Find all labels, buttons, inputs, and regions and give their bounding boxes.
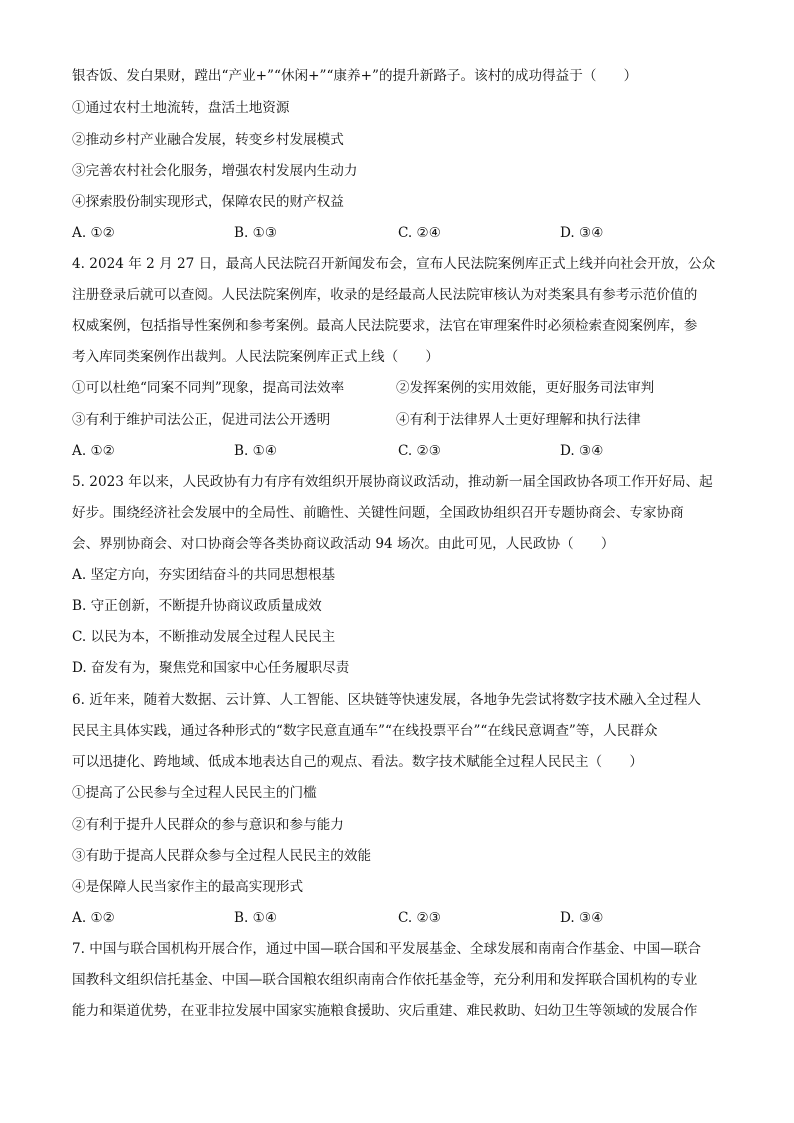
q6-item-2: ②有利于提升人民群众的参与意识和参与能力 (72, 817, 344, 833)
q4-option-d: D. ③④ (560, 443, 604, 459)
q5-choice-a: A. 坚定方向，夯实团结奋斗的共同思想根基 (72, 567, 336, 583)
q4-stem-line-1: 4. 2024 年 2 月 27 日，最高人民法院召开新闻发布会，宣布人民法院案例库正式上线并向社会开放，公众 (72, 256, 716, 272)
q4-options (72, 441, 732, 461)
q5-stem-line-2: 好步。围绕经济社会发展中的全局性、前瞻性、关键性问题，全国政协组织召开专题协商会、专家协商 (72, 505, 684, 521)
q5-choice-d: D. 奋发有为，聚焦党和国家中心任务履职尽责 (72, 660, 350, 676)
q3-item-1: ①通过农村土地流转，盘活土地资源 (72, 100, 290, 116)
q4-item-1: ①可以杜绝“同案不同判”现象，提高司法效率 (72, 380, 345, 396)
q4-stem-line-4: 考入库同类案例作出裁判。人民法院案例库正式上线（ ） (72, 349, 440, 365)
q4-item-3: ③有利于维护司法公正，促进司法公开透明 (72, 412, 331, 428)
q4-items-row-1 (72, 378, 732, 398)
q4-item-4: ④有利于法律界人士更好理解和执行法律 (396, 412, 641, 428)
q3-item-2: ②推动乡村产业融合发展，转变乡村发展模式 (72, 132, 344, 148)
q3-option-b: B. ①③ (234, 225, 278, 241)
q6-option-d: D. ③④ (560, 910, 604, 926)
q5-stem-line-3: 会、界别协商会、对口协商会等各类协商议政活动 94 场次。由此可见，人民政协（ ） (72, 536, 615, 552)
q4-stem-line-3: 权威案例，包括指导性案例和参考案例。最高人民法院要求，法官在审理案件时必须检索查阅案例库，参 (72, 318, 698, 334)
q6-item-1: ①提高了公民参与全过程人民民主的门槛 (72, 785, 317, 801)
q3-option-a: A. ①② (72, 225, 115, 241)
q6-stem-line-1: 6. 近年来，随着大数据、云计算、人工智能、区块链等快速发展，各地争先尝试将数字技术融入全过程人 (72, 692, 702, 708)
q4-option-b: B. ①④ (234, 443, 278, 459)
q3-item-3: ③完善农村社会化服务，增强农村发展内生动力 (72, 163, 358, 179)
q6-item-3: ③有助于提高人民群众参与全过程人民民主的效能 (72, 848, 372, 864)
q3-item-4: ④探索股份制实现形式，保障农民的财产权益 (72, 194, 344, 210)
q6-option-b: B. ①④ (234, 910, 278, 926)
q5-stem-line-1: 5. 2023 年以来，人民政协有力有序有效组织开展协商议政活动，推动新一届全国政协各项工作开好局、起 (72, 474, 713, 490)
q3-options (72, 223, 732, 243)
q4-stem-line-2: 注册登录后就可以查阅。人民法院案例库，收录的是经最高人民法院审核认为对类案具有参考示范价值的 (72, 287, 698, 303)
q7-stem-line-3: 能力和渠道优势，在亚非拉发展中国家实施粮食援助、灾后重建、难民救助、妇幼卫生等领域的发展合作 (72, 1003, 698, 1019)
q6-stem-line-2: 民民主具体实践，通过各种形式的“数字民意直通车”“在线投票平台”“在线民意调查”等，人民群众 (72, 723, 658, 739)
q6-stem-line-3: 可以迅捷化、跨地域、低成本地表达自己的观点、看法。数字技术赋能全过程人民民主（ ） (72, 754, 643, 770)
q3-option-c: C. ②④ (398, 225, 441, 241)
q5-choice-b: B. 守正创新，不断提升协商议政质量成效 (72, 598, 322, 614)
q6-item-4: ④是保障人民当家作主的最高实现形式 (72, 879, 304, 895)
q6-option-a: A. ①② (72, 910, 115, 926)
q7-stem-line-2: 国教科文组织信托基金、中国—联合国粮农组织南南合作依托基金等，充分利用和发挥联合国机构的专业 (72, 972, 698, 988)
q4-option-a: A. ①② (72, 443, 115, 459)
q7-stem-line-1: 7. 中国与联合国机构开展合作，通过中国—联合国和平发展基金、全球发展和南南合作基金、中国—联合 (72, 941, 702, 957)
q5-choice-c: C. 以民为本，不断推动发展全过程人民民主 (72, 629, 336, 645)
q4-item-2: ②发挥案例的实用效能，更好服务司法审判 (396, 380, 655, 396)
q3-stem-line: 银杏饭、发白果财，蹚出“产业+”“休闲+”“康养+”的提升新路子。该村的成功得益于（ ） (72, 68, 638, 84)
q4-option-c: C. ②③ (398, 443, 441, 459)
q6-option-c: C. ②③ (398, 910, 441, 926)
q3-option-d: D. ③④ (560, 225, 604, 241)
q4-items-row-2 (72, 410, 732, 430)
q6-options (72, 908, 732, 928)
